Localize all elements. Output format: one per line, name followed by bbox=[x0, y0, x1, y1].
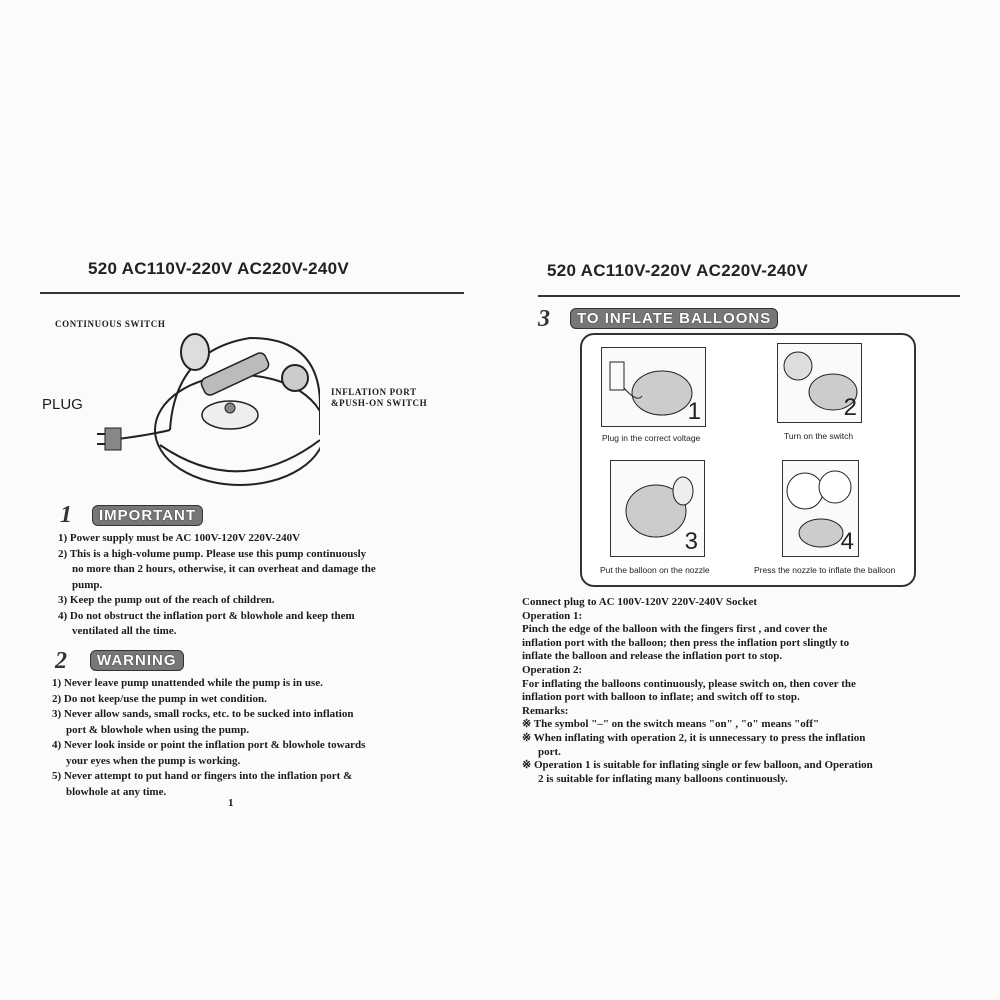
step-caption: Press the nozzle to inflate the balloon bbox=[754, 565, 896, 575]
important-item: 3) Keep the pump out of the reach of children. bbox=[58, 594, 275, 606]
instruction-line: For inflating the balloons continuously, please switch on, then cover the bbox=[522, 677, 856, 690]
step-number: 2 bbox=[843, 394, 857, 421]
step-caption: Plug in the correct voltage bbox=[602, 433, 701, 443]
instruction-line: Connect plug to AC 100V-120V 220V-240V Socket bbox=[522, 596, 758, 608]
important-item: no more than 2 hours, otherwise, it can overheat and damage the bbox=[72, 563, 376, 575]
instruction-line: 2 is suitable for inflating many balloons continuously. bbox=[538, 772, 788, 785]
left-header: 520 AC110V-220V AC220V-240V bbox=[88, 259, 350, 278]
page-number: 1 bbox=[228, 797, 234, 809]
instruction-line: port. bbox=[538, 745, 561, 758]
inflate-badge: TO INFLATE BALLOONS bbox=[570, 308, 778, 329]
instruction-line: ※ When inflating with operation 2, it is unnecessary to press the inflation bbox=[522, 731, 866, 744]
important-item: 4) Do not obstruct the inflation port & blowhole and keep them bbox=[58, 609, 355, 622]
important-list bbox=[58, 531, 478, 640]
steps-panel bbox=[580, 333, 916, 587]
warning-list bbox=[52, 676, 472, 800]
step-number: 1 bbox=[687, 398, 701, 425]
warning-item: 1) Never leave pump unattended while the pump is in use. bbox=[52, 677, 323, 689]
left-header-rule bbox=[40, 292, 464, 294]
step-2-image bbox=[777, 343, 862, 423]
inflation-port-label-2: &PUSH-ON SWITCH bbox=[331, 398, 428, 408]
important-item: 1) Power supply must be AC 100V-120V 220V-240V bbox=[58, 532, 301, 544]
important-item: pump. bbox=[72, 578, 103, 591]
important-item: ventilated all the time. bbox=[72, 625, 177, 637]
important-number: 1 bbox=[60, 502, 72, 528]
warning-item: blowhole at any time. bbox=[66, 785, 167, 798]
warning-item: 3) Never allow sands, small rocks, etc. to be sucked into inflation bbox=[52, 708, 354, 720]
step-1-image bbox=[601, 347, 706, 427]
step-number: 4 bbox=[840, 528, 854, 555]
instruction-line: inflation port with the balloon; then press the inflation port slingtly to bbox=[522, 636, 850, 649]
plug-label: PLUG bbox=[42, 396, 83, 413]
step-caption: Put the balloon on the nozzle bbox=[600, 565, 710, 575]
warning-item: 2) Do not keep/use the pump in wet condition. bbox=[52, 692, 267, 705]
step-4-image bbox=[782, 460, 859, 557]
important-badge: IMPORTANT bbox=[92, 505, 203, 526]
warning-item: your eyes when the pump is working. bbox=[66, 754, 241, 767]
right-page bbox=[500, 0, 1000, 1000]
important-item: 2) This is a high-volume pump. Please use this pump continuously bbox=[58, 547, 367, 560]
instruction-line: Operation 2: bbox=[522, 663, 583, 676]
section-number: 3 bbox=[538, 306, 550, 332]
continuous-switch-label: CONTINUOUS SWITCH bbox=[55, 319, 166, 329]
instruction-line: Remarks: bbox=[522, 704, 569, 717]
warning-number: 2 bbox=[55, 648, 67, 674]
warning-item: port & blowhole when using the pump. bbox=[66, 723, 250, 736]
inflation-port-label-1: INFLATION PORT bbox=[331, 387, 417, 397]
warning-item: 4) Never look inside or point the inflation port & blowhole towards bbox=[52, 739, 366, 751]
right-header-rule bbox=[538, 295, 960, 297]
instruction-line: Operation 1: bbox=[522, 609, 583, 622]
warning-badge: WARNING bbox=[90, 650, 184, 671]
step-3-image bbox=[610, 460, 705, 557]
pump-illustration bbox=[90, 310, 320, 490]
plug-icon bbox=[95, 420, 135, 460]
instruction-line: ※ Operation 1 is suitable for inflating single or few balloon, and Operation bbox=[522, 759, 873, 772]
step-caption: Turn on the switch bbox=[784, 431, 854, 441]
instructions-text bbox=[522, 596, 982, 786]
right-header: 520 AC110V-220V AC220V-240V bbox=[547, 261, 809, 280]
warning-item: 5) Never attempt to put hand or fingers into the inflation port & bbox=[52, 770, 353, 782]
instruction-line: inflate the balloon and release the inflation port to stop. bbox=[522, 650, 783, 663]
instruction-line: ※ The symbol "–" on the switch means "on" , "o" means "off" bbox=[522, 718, 820, 731]
instruction-line: Pinch the edge of the balloon with the fingers first , and cover the bbox=[522, 623, 828, 636]
step-number: 3 bbox=[684, 528, 698, 555]
instruction-line: inflation port with balloon to inflate; and switch off to stop. bbox=[522, 691, 800, 704]
